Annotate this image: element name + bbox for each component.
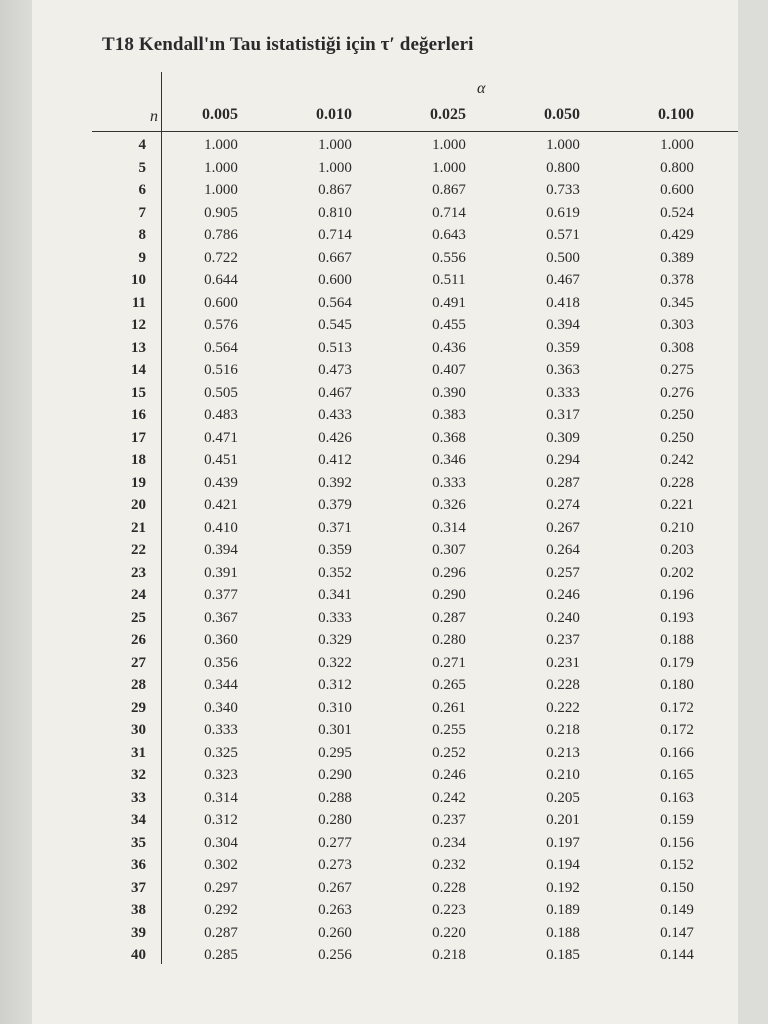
tau-value-cell: 0.267	[318, 879, 352, 896]
row-n-cell: 13	[131, 339, 146, 356]
tau-value-cell: 0.296	[432, 564, 466, 581]
tau-value-cell: 0.232	[432, 857, 466, 873]
tau-value-cell: 0.340	[204, 699, 238, 716]
tau-value-cell: 0.314	[204, 789, 238, 806]
tau-value-cell: 0.228	[432, 879, 466, 896]
table-row	[92, 584, 734, 607]
tau-value-cell: 0.152	[660, 857, 694, 873]
table-row	[92, 562, 734, 585]
tau-value-cell: 0.344	[204, 677, 238, 693]
row-n-cell: 12	[131, 317, 146, 333]
tau-value-cell: 0.228	[660, 474, 694, 491]
row-n-cell: 8	[138, 227, 146, 243]
tau-value-cell: 0.467	[546, 272, 580, 288]
tau-value-cell: 0.194	[546, 857, 580, 873]
tau-value-cell: 0.231	[546, 654, 580, 671]
tau-value-cell: 0.222	[546, 699, 580, 716]
tau-value-cell: 0.345	[660, 294, 694, 311]
tau-value-cell: 0.274	[546, 497, 580, 513]
tau-value-cell: 0.491	[432, 294, 466, 311]
tau-value-cell: 0.165	[660, 767, 694, 783]
tau-value-cell: 0.250	[660, 429, 694, 446]
tau-value-cell: 0.172	[660, 699, 694, 716]
tau-value-cell: 1.000	[546, 137, 580, 153]
tau-value-cell: 0.412	[318, 452, 352, 468]
tau-value-cell: 0.644	[204, 272, 238, 288]
tau-value-cell: 0.722	[204, 249, 238, 266]
tau-value-cell: 0.310	[318, 699, 352, 716]
tau-value-cell: 0.237	[432, 812, 466, 828]
tau-value-cell: 1.000	[432, 137, 466, 153]
tau-value-cell: 0.571	[546, 227, 580, 243]
tau-value-cell: 0.360	[204, 632, 238, 648]
table-row	[92, 494, 734, 517]
tau-value-cell: 0.333	[432, 474, 466, 491]
tau-value-cell: 0.545	[318, 317, 352, 333]
tau-value-cell: 0.325	[204, 744, 238, 761]
tau-value-cell: 0.341	[318, 587, 352, 603]
tau-value-cell: 0.451	[204, 452, 238, 468]
table-row	[92, 202, 734, 225]
row-n-cell: 40	[131, 947, 146, 963]
tau-value-cell: 0.352	[318, 564, 352, 581]
tau-value-cell: 0.201	[546, 812, 580, 828]
tau-value-cell: 0.297	[204, 879, 238, 896]
tau-value-cell: 0.221	[660, 497, 694, 513]
tau-value-cell: 1.000	[432, 159, 466, 176]
header-alpha-0.050: 0.050	[544, 106, 580, 123]
tau-value-cell: 0.287	[432, 609, 466, 626]
tau-value-cell: 0.378	[660, 272, 694, 288]
tau-value-cell: 0.513	[318, 339, 352, 356]
tau-value-cell: 0.255	[432, 722, 466, 738]
tau-value-cell: 0.714	[318, 227, 352, 243]
table-row	[92, 832, 734, 855]
table-row	[92, 449, 734, 472]
tau-value-cell: 0.290	[432, 587, 466, 603]
tau-value-cell: 0.257	[546, 564, 580, 581]
row-n-cell: 14	[131, 362, 146, 378]
tau-value-cell: 0.189	[546, 902, 580, 918]
tau-value-cell: 0.252	[432, 744, 466, 761]
tau-value-cell: 0.205	[546, 789, 580, 806]
tau-value-cell: 0.304	[204, 834, 238, 851]
tau-value-cell: 0.329	[318, 632, 352, 648]
tau-value-cell: 0.156	[660, 834, 694, 851]
table-row	[92, 899, 734, 922]
tau-value-cell: 0.265	[432, 677, 466, 693]
header-n: n	[150, 108, 158, 125]
tau-value-cell: 0.188	[660, 632, 694, 648]
tau-value-cell: 0.228	[546, 677, 580, 693]
tau-value-cell: 0.288	[318, 789, 352, 806]
table-row	[92, 877, 734, 900]
tau-value-cell: 0.455	[432, 317, 466, 333]
tau-value-cell: 0.290	[318, 767, 352, 783]
row-n-cell: 11	[131, 294, 146, 311]
tau-value-cell: 0.418	[546, 294, 580, 311]
tau-value-cell: 0.210	[546, 767, 580, 783]
tau-value-cell: 0.394	[204, 542, 238, 558]
tau-value-cell: 0.260	[318, 924, 352, 941]
tau-value-cell: 0.180	[660, 677, 694, 693]
tau-value-cell: 0.600	[318, 272, 352, 288]
tau-value-cell: 0.163	[660, 789, 694, 806]
tau-value-cell: 0.302	[204, 857, 238, 873]
tau-value-cell: 0.333	[318, 609, 352, 626]
table-row	[92, 472, 734, 495]
tau-value-cell: 0.292	[204, 902, 238, 918]
tau-value-cell: 0.359	[546, 339, 580, 356]
tau-value-cell: 0.516	[204, 362, 238, 378]
tau-value-cell: 0.172	[660, 722, 694, 738]
tau-value-cell: 0.218	[546, 722, 580, 738]
tau-value-cell: 0.576	[204, 317, 238, 333]
tau-value-cell: 0.391	[204, 564, 238, 581]
book-page	[32, 0, 738, 1024]
table-row	[92, 539, 734, 562]
row-n-cell: 16	[131, 407, 146, 423]
tau-value-cell: 0.287	[204, 924, 238, 941]
table-row	[92, 764, 734, 787]
tau-value-cell: 0.242	[432, 789, 466, 806]
row-n-cell: 26	[131, 632, 146, 648]
tau-value-cell: 0.619	[546, 204, 580, 221]
tau-value-cell: 0.600	[660, 182, 694, 198]
tau-value-cell: 0.192	[546, 879, 580, 896]
tau-value-cell: 1.000	[660, 137, 694, 153]
tau-value-cell: 0.159	[660, 812, 694, 828]
tau-value-cell: 0.144	[660, 947, 694, 963]
tau-value-cell: 0.294	[546, 452, 580, 468]
tau-value-cell: 0.643	[432, 227, 466, 243]
table-row	[92, 134, 734, 157]
tau-value-cell: 0.410	[204, 519, 238, 536]
tau-value-cell: 0.407	[432, 362, 466, 378]
tau-value-cell: 0.317	[546, 407, 580, 423]
tau-value-cell: 0.786	[204, 227, 238, 243]
tau-value-cell: 0.271	[432, 654, 466, 671]
table-row	[92, 719, 734, 742]
tau-value-cell: 0.250	[660, 407, 694, 423]
tau-value-cell: 0.218	[432, 947, 466, 963]
tau-value-cell: 0.147	[660, 924, 694, 941]
tau-value-cell: 0.363	[546, 362, 580, 378]
tau-value-cell: 0.280	[432, 632, 466, 648]
tau-value-cell: 0.261	[432, 699, 466, 716]
table-row	[92, 224, 734, 247]
tau-value-cell: 0.394	[546, 317, 580, 333]
alpha-label: α	[477, 80, 486, 97]
row-n-cell: 10	[131, 272, 146, 288]
tau-value-cell: 0.309	[546, 429, 580, 446]
tau-value-cell: 0.556	[432, 249, 466, 266]
row-n-cell: 19	[131, 474, 146, 491]
tau-value-cell: 0.166	[660, 744, 694, 761]
tau-value-cell: 0.149	[660, 902, 694, 918]
tau-value-cell: 0.333	[546, 384, 580, 401]
table-row	[92, 157, 734, 180]
tau-value-cell: 0.307	[432, 542, 466, 558]
table-row	[92, 179, 734, 202]
table-row	[92, 787, 734, 810]
row-n-cell: 33	[131, 789, 146, 806]
table-row	[92, 809, 734, 832]
table-row	[92, 674, 734, 697]
page-edge	[0, 0, 32, 1024]
row-n-cell: 37	[131, 879, 146, 896]
tau-value-cell: 0.237	[546, 632, 580, 648]
tau-value-cell: 0.426	[318, 429, 352, 446]
table-row	[92, 629, 734, 652]
tau-value-cell: 0.295	[318, 744, 352, 761]
tau-value-cell: 0.433	[318, 407, 352, 423]
row-n-cell: 21	[131, 519, 146, 536]
tau-value-cell: 0.193	[660, 609, 694, 626]
tau-value-cell: 0.220	[432, 924, 466, 941]
tau-value-cell: 0.150	[660, 879, 694, 896]
tau-value-cell: 0.246	[432, 767, 466, 783]
header-alpha-0.010: 0.010	[316, 106, 352, 123]
tau-value-cell: 0.368	[432, 429, 466, 446]
tau-value-cell: 0.359	[318, 542, 352, 558]
tau-value-cell: 0.439	[204, 474, 238, 491]
row-n-cell: 34	[131, 812, 146, 828]
tau-value-cell: 0.240	[546, 609, 580, 626]
tau-value-cell: 0.242	[660, 452, 694, 468]
tau-value-cell: 0.263	[318, 902, 352, 918]
header-alpha-0.025: 0.025	[430, 106, 466, 123]
tau-value-cell: 0.275	[660, 362, 694, 378]
tau-value-cell: 0.564	[318, 294, 352, 311]
tau-value-cell: 0.179	[660, 654, 694, 671]
table-row	[92, 382, 734, 405]
tau-value-cell: 0.308	[660, 339, 694, 356]
tau-value-cell: 1.000	[318, 159, 352, 176]
table-row	[92, 359, 734, 382]
tau-value-cell: 0.210	[660, 519, 694, 536]
row-n-cell: 39	[131, 924, 146, 941]
tau-value-cell: 0.371	[318, 519, 352, 536]
tau-value-cell: 0.333	[204, 722, 238, 738]
tau-value-cell: 0.202	[660, 564, 694, 581]
tau-value-cell: 0.524	[660, 204, 694, 221]
table-row	[92, 922, 734, 945]
tau-value-cell: 0.421	[204, 497, 238, 513]
tau-value-cell: 1.000	[204, 137, 238, 153]
tau-value-cell: 0.285	[204, 947, 238, 963]
tau-value-cell: 0.800	[546, 159, 580, 176]
row-n-cell: 23	[131, 564, 146, 581]
tau-value-cell: 0.505	[204, 384, 238, 401]
tau-value-cell: 0.367	[204, 609, 238, 626]
tau-value-cell: 0.810	[318, 204, 352, 221]
tau-value-cell: 0.467	[318, 384, 352, 401]
row-n-cell: 17	[131, 429, 146, 446]
tau-value-cell: 0.323	[204, 767, 238, 783]
tau-value-cell: 0.377	[204, 587, 238, 603]
tau-value-cell: 0.379	[318, 497, 352, 513]
table-row	[92, 314, 734, 337]
tau-table	[92, 134, 734, 967]
tau-value-cell: 0.600	[204, 294, 238, 311]
row-n-cell: 7	[138, 204, 146, 221]
tau-value-cell: 0.188	[546, 924, 580, 941]
tau-value-cell: 0.314	[432, 519, 466, 536]
table-row	[92, 404, 734, 427]
row-n-cell: 5	[138, 159, 146, 176]
tau-value-cell: 1.000	[204, 159, 238, 176]
row-n-cell: 32	[131, 767, 146, 783]
tau-value-cell: 0.267	[546, 519, 580, 536]
tau-value-cell: 0.733	[546, 182, 580, 198]
table-row	[92, 517, 734, 540]
tau-value-cell: 0.246	[546, 587, 580, 603]
tau-value-cell: 0.392	[318, 474, 352, 491]
tau-value-cell: 0.303	[660, 317, 694, 333]
table-title: T18 Kendall'ın Tau istatistiği için τ′ değerleri	[102, 34, 474, 55]
tau-value-cell: 0.500	[546, 249, 580, 266]
row-n-cell: 24	[131, 587, 146, 603]
tau-value-cell: 0.223	[432, 902, 466, 918]
tau-value-cell: 0.264	[546, 542, 580, 558]
tau-value-cell: 0.471	[204, 429, 238, 446]
tau-value-cell: 0.905	[204, 204, 238, 221]
row-n-cell: 18	[131, 452, 146, 468]
table-row	[92, 697, 734, 720]
tau-value-cell: 0.429	[660, 227, 694, 243]
row-n-cell: 25	[131, 609, 146, 626]
table-row	[92, 247, 734, 270]
tau-value-cell: 0.436	[432, 339, 466, 356]
row-n-cell: 15	[131, 384, 146, 401]
tau-value-cell: 0.196	[660, 587, 694, 603]
tau-value-cell: 0.276	[660, 384, 694, 401]
tau-value-cell: 0.483	[204, 407, 238, 423]
tau-value-cell: 0.867	[432, 182, 466, 198]
tau-value-cell: 1.000	[318, 137, 352, 153]
row-n-cell: 36	[131, 857, 146, 873]
row-n-cell: 30	[131, 722, 146, 738]
table-row	[92, 854, 734, 877]
tau-value-cell: 0.280	[318, 812, 352, 828]
table-row	[92, 269, 734, 292]
row-n-cell: 38	[131, 902, 146, 918]
tau-value-cell: 0.312	[204, 812, 238, 828]
tau-value-cell: 0.714	[432, 204, 466, 221]
tau-value-cell: 0.197	[546, 834, 580, 851]
tau-value-cell: 0.473	[318, 362, 352, 378]
tau-value-cell: 0.322	[318, 654, 352, 671]
tau-value-cell: 0.346	[432, 452, 466, 468]
tau-value-cell: 0.800	[660, 159, 694, 176]
tau-value-cell: 0.326	[432, 497, 466, 513]
tau-value-cell: 0.564	[204, 339, 238, 356]
tau-value-cell: 0.203	[660, 542, 694, 558]
row-n-cell: 20	[131, 497, 146, 513]
table-row	[92, 607, 734, 630]
tau-value-cell: 0.287	[546, 474, 580, 491]
row-n-cell: 35	[131, 834, 146, 851]
tau-value-cell: 0.389	[660, 249, 694, 266]
row-n-cell: 31	[131, 744, 146, 761]
tau-value-cell: 0.390	[432, 384, 466, 401]
table-row	[92, 944, 734, 967]
table-row	[92, 652, 734, 675]
tau-value-cell: 0.277	[318, 834, 352, 851]
tau-value-cell: 0.511	[432, 272, 466, 288]
tau-value-cell: 0.312	[318, 677, 352, 693]
row-n-cell: 29	[131, 699, 146, 716]
row-n-cell: 4	[138, 137, 146, 153]
tau-value-cell: 0.213	[546, 744, 580, 761]
table-row	[92, 427, 734, 450]
tau-value-cell: 0.667	[318, 249, 352, 266]
tau-value-cell: 1.000	[204, 182, 238, 198]
table-row	[92, 337, 734, 360]
row-n-cell: 6	[138, 182, 146, 198]
row-n-cell: 9	[138, 249, 146, 266]
tau-value-cell: 0.273	[318, 857, 352, 873]
tau-value-cell: 0.867	[318, 182, 352, 198]
tau-value-cell: 0.256	[318, 947, 352, 963]
tau-value-cell: 0.301	[318, 722, 352, 738]
tau-value-cell: 0.234	[432, 834, 466, 851]
header-rule	[92, 131, 738, 132]
table-row	[92, 292, 734, 315]
header-alpha-0.100: 0.100	[658, 106, 694, 123]
table-row	[92, 742, 734, 765]
tau-value-cell: 0.383	[432, 407, 466, 423]
header-alpha-0.005: 0.005	[202, 106, 238, 123]
row-n-cell: 27	[131, 654, 146, 671]
row-n-cell: 22	[131, 542, 146, 558]
tau-value-cell: 0.185	[546, 947, 580, 963]
row-n-cell: 28	[131, 677, 146, 693]
tau-value-cell: 0.356	[204, 654, 238, 671]
